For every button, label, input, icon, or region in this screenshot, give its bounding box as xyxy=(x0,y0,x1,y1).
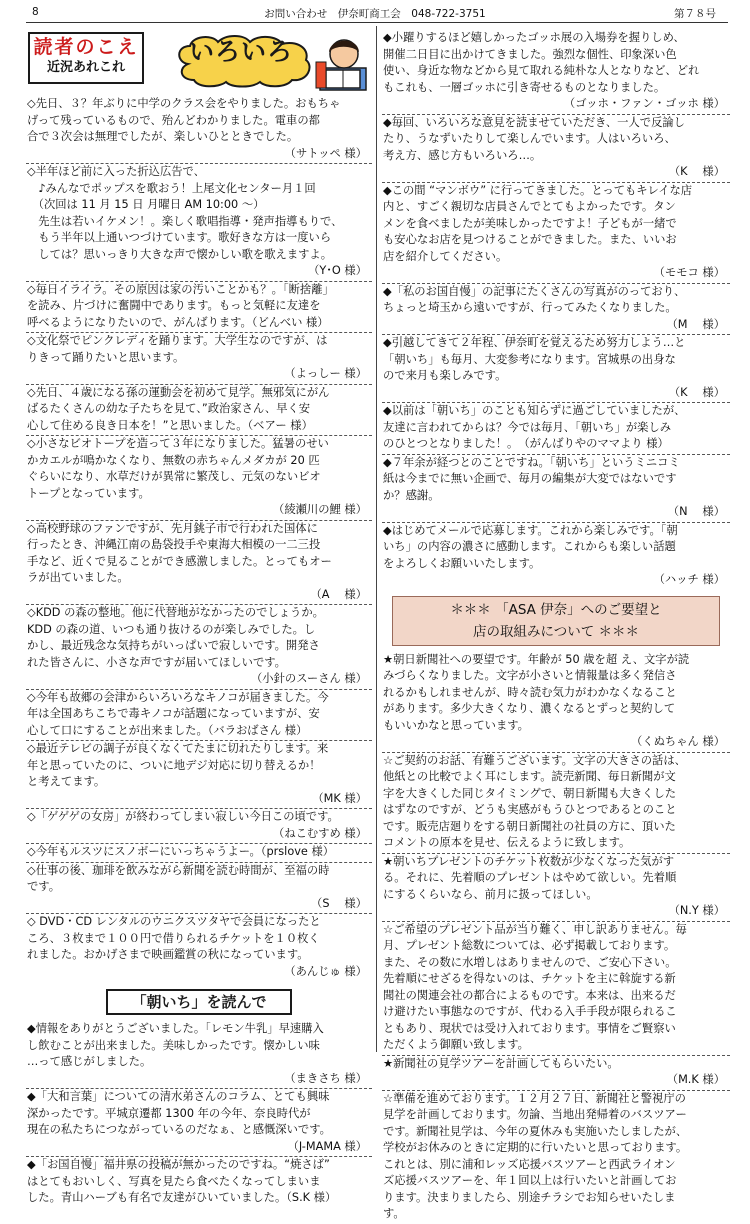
page-number: 8 xyxy=(32,6,39,18)
header-rule xyxy=(26,22,728,23)
list-item: ☆準備を進めております。１２月２７日、新聞社と警視庁の 見学を計画しております。勿論、当地出発帰着のバスツアー です。新聞社見学は、今年の夏休みも実施いたしましたが、 学校がお休みのときに定期的に行いたいと思っております。 これとは、別に浦和レッズ応援バスツアーと西武ライオン ズ応援バスツアーを、年１回以上は行いたいと計画してお ります。決まりましたら、別途チラシでお知らせいたしま す。 xyxy=(383,1091,688,1220)
asa-ina-title-line1: ＊＊＊ 「ASA 伊奈」へのご要望と xyxy=(450,601,662,618)
left-column xyxy=(26,30,372,1208)
list-item: ◆引越してきて２年程、伊奈町を覚えるため努力しよう…と 「朝いち」も毎月、大変参考になります。宮城県の出身な ので来月も楽しみです。 （K 様） xyxy=(382,335,730,403)
asaichi-entries-continued xyxy=(382,30,730,590)
readers-voice-title-box xyxy=(28,32,144,84)
list-item: ◆「大和言葉」についての清水弟さんのコラム、とても興味 深かったです。平城京遷都 1300 年の今年、奈良時代が 現在の私たちにつながっているのだなぁ、と感慨深いです。 （J-MAMA 様） xyxy=(26,1089,372,1157)
list-item: ◆「私のお国自慢」の記事にたくさんの写真がのっており、 ちょっと埼玉から遠いですが、行ってみたくなりました。 （M 様） xyxy=(382,284,730,336)
list-item: ◇半年ほど前に入った折込広告で、 ♪みんなでポップスを歌おう！上尾文化センター月１回 （次回は 11 月 15 日 月曜日 AM 10:00 ～） 先生は若いイケメン！。楽しく歌唱指導・発声指導もりで、 もう半年以上通いつづけています。歌好きな方は一度いら しては？思いっきり大きな声で懐かしい歌を歌えますよ。 （Y･O 様） xyxy=(26,164,372,282)
list-item: ◇KDD の森の整地。他に代替地がなかったのでしょうか。 KDD の森の道、いつも通り抜けるのが楽しみでした。し かし、最近残念な気持ちがいっぱいで寂しいです。開発さ れた皆さんに、小さな声ですが届いてほしいです。 （小針のスーさん 様） xyxy=(26,605,372,690)
asaichi-entries xyxy=(26,1021,372,1208)
asaichi-section-title: 「朝いち」を読んで xyxy=(106,989,292,1015)
list-item: ◇小さなビオトープを造って３年になりました。猛暑のせい かカエルが鳴かなくなり、無数の赤ちゃんメダカが 20 匹 ぐらいになり、水草だけが異常に繁茂し、元気のないビオ トープとなっています。 （綾瀬川の鯉 様） xyxy=(26,436,372,521)
list-item: ◆以前は「朝いち」のことも知らずに過ごしていましたが、 友達に言われてからは？今では毎月、「朝いち」が楽しみ のひとつとなりました！。 （がんばりやのママより 様） xyxy=(382,403,730,455)
contact-info: お問い合わせ 伊奈町商工会 048-722-3751 xyxy=(264,8,486,20)
asa-ina-section-banner xyxy=(392,596,720,646)
list-item: ◇文化祭でピンクレディを踊ります。大学生なのですが、は りきって踊りたいと思います。 （よっしー 様） xyxy=(26,333,372,385)
list-item: ◇「ゲゲゲの女房」が終わってしまい寂しい今日この頃です。 （ねこむすめ 様） xyxy=(26,809,372,844)
list-item: ◆毎回、いろいろな意見を読ませていただき、一人で反論し たり、うなずいたりして楽しんでいます。人はいろいろ、 考え方、感じ方もいろいろ…。 （K 様） xyxy=(382,115,730,183)
list-item: ★新聞社の見学ツアーを計画してもらいたい。 （M.K 様） xyxy=(382,1056,730,1091)
list-item: ◇高校野球のファンですが、先月銚子市で行われた国体に 行ったとき、沖縄江南の島袋投手や東海大相模の一二三投 手など、近くで見ることができ感激しました。とってもオー ラが出ていました。 （A 様） xyxy=(26,521,372,606)
list-item: ◇ DVD・CD レンタルのウニクスツタヤで会員になったと ころ、３枚まで１００円で借りられるチケットを１０枚く れました。おかげさまで映画鑑賞の秋になっています。 （あんじゅ 様） xyxy=(27,915,367,978)
list-item: ◆はじめてメールで応募します。これから楽しみです。「朝 いち」の内容の濃さに感動します。これからも楽しい話題 をよろしくお願いいたします。 （ハッチ 様） xyxy=(383,523,725,586)
list-item: ◆７年余が経つとのことですね。「朝いち」というミニコミ 紙は今までに無い企画で、毎月の編集が大変ではないです か？感謝。 （N 様） xyxy=(382,455,730,523)
issue-number: 第７８号 xyxy=(674,8,716,20)
list-item: ★朝日新聞社への要望です。年齢が 50 歳を超 え、文字が読 みづらくなりました。文字が小さいと情報量は多く発信さ れるかもしれませんが、時々読む気力がわかなくなること があります。多少大きくなり、濃くなるとずっと契約して もいいかなと思っています。 （くぬちゃん 様） xyxy=(382,652,730,753)
list-item: ☆ご契約のお話、有難うございます。文字の大きさの話は、 他紙との比較でよく耳にします。読売新聞、毎日新聞が文 字を大きくした同じタイミングで、朝日新聞も大きくした はずなのですが、どうも実感がもうひとつであるとのこと です。販売店廻りをする朝日新聞社の社員の方に、頂いた コメントの原本を見せ、伝えるように致します。 xyxy=(382,753,730,854)
readers-voice-subtitle: 近況あれこれ xyxy=(46,60,125,75)
list-item: ◆小躍りするほど嬉しかったゴッホ展の入場券を握りしめ、 開催二日目に出かけてきました。強烈な個性、印象深い色 使い、身近な物などから見て取れる純朴な人となりなど、どれ もこれも、一層ゴッホに引き寄せるものとなりました。 （ゴッホ・ファン・ゴッホ 様） xyxy=(382,30,730,115)
list-item: ☆ご希望のプレゼント品が当り難く、申し訳ありません。毎 月、プレゼント総数については、必ず掲載しております。 また、その数に水増しはありませんので、ご安心下さい。 先着順にせざるを得ないのは、チケットを主に斡旋する新 聞社の関連会社の都合によるものです。本来は、出来るだ け避けたい事態なのですが、代わる入手手段が限られるこ ともあり、現状では受け入れております。事情をご賢察い ただくよう御願い致します。 xyxy=(382,922,730,1056)
list-item: ◇最近テレビの調子が良くなくてたまに切れたりします。来 年と思っていたのに、ついに地デジ対応に切り替えるか！ と考えてます。 （MK 様） xyxy=(26,741,372,809)
list-item: ◇今年も故郷の会津からいろいろなキノコが届きました。今 年は全国あちこちで毒キノコが話題になっていますが、安 心して口にすることが出来ました。（バラおばさん 様） xyxy=(26,690,372,742)
iroiro-label: いろいろ xyxy=(188,37,293,66)
column-divider xyxy=(376,26,377,1052)
list-item: ★朝いちプレゼントのチケット枚数が少なくなった気がす る。それに、先着順のプレゼントはやめて欲しい。先着順 にするくらいなら、前月に扱ってほしい。 （N.Y 様） xyxy=(382,854,730,922)
asa-ina-title-line2: 店の取組みについて ＊＊＊ xyxy=(472,623,640,640)
list-item: ◆情報をありがとうございました。「レモン牛乳」早速購入 し飲むことが出来ました。美味しかったです。懐かしい味 …って感じがしました。 （まきさち 様） xyxy=(26,1021,372,1089)
reading-child-icon xyxy=(314,32,372,94)
asa-ina-entries xyxy=(382,652,730,1224)
readers-entries xyxy=(26,96,372,981)
list-item: ◇毎日イライラ。その原因は家の汚いことかも？。｢断捨離｣ を読み、片づけに奮闘中であります。もっと気軽に友達を 呼べるようになりたいので、がんばります。（どんべい 様） xyxy=(26,282,372,334)
list-item: ◇仕事の後、珈琲を飲みながら新聞を読む時間が、至福の時 です。 （S 様） xyxy=(26,863,372,915)
readers-voice-heading xyxy=(26,30,372,96)
list-item: ◇先日、４歳になる孫の運動会を初めて見学。無邪気にがん ばるたくさんの幼な子たちを見て、”政治家さん、早く安 心して住める良き日本を！”と思いました。（ベアー 様） xyxy=(26,385,372,437)
list-item: ◆「お国自慢」福井県の投稿が無かったのですね。“焼さば” はとてもおいしく、写真を見たら食べたくなってしまいま した。青山ハーブも有名で友達がひいていました。（S.K 様） xyxy=(27,1158,337,1204)
readers-voice-title: 読者のこえ xyxy=(33,36,139,58)
list-item: ◇今年もルスツにスノボーにいっちゃうよー。（prslove 様） xyxy=(26,844,372,863)
list-item: ◆この間 “マンボウ” に行ってきました。とってもキレイな店 内と、すごく親切な店員さんでとてもよかったです。タン メンを食べましたが美味しかったですよ！子どもが一緒で も安心なお店を見つけることができました。また、いいお 店を紹介してください。 （モモコ 様） xyxy=(382,183,730,284)
page-header xyxy=(0,4,750,22)
right-column xyxy=(382,30,730,1224)
list-item: ◇先日、３？年ぶりに中学のクラス会をやりました。おもちゃ げって残っているもので、殆んどわかりました。電車の都 合で３次会は無理でしたが、楽しいひとときでした。 （サトッペ 様） xyxy=(26,96,372,164)
